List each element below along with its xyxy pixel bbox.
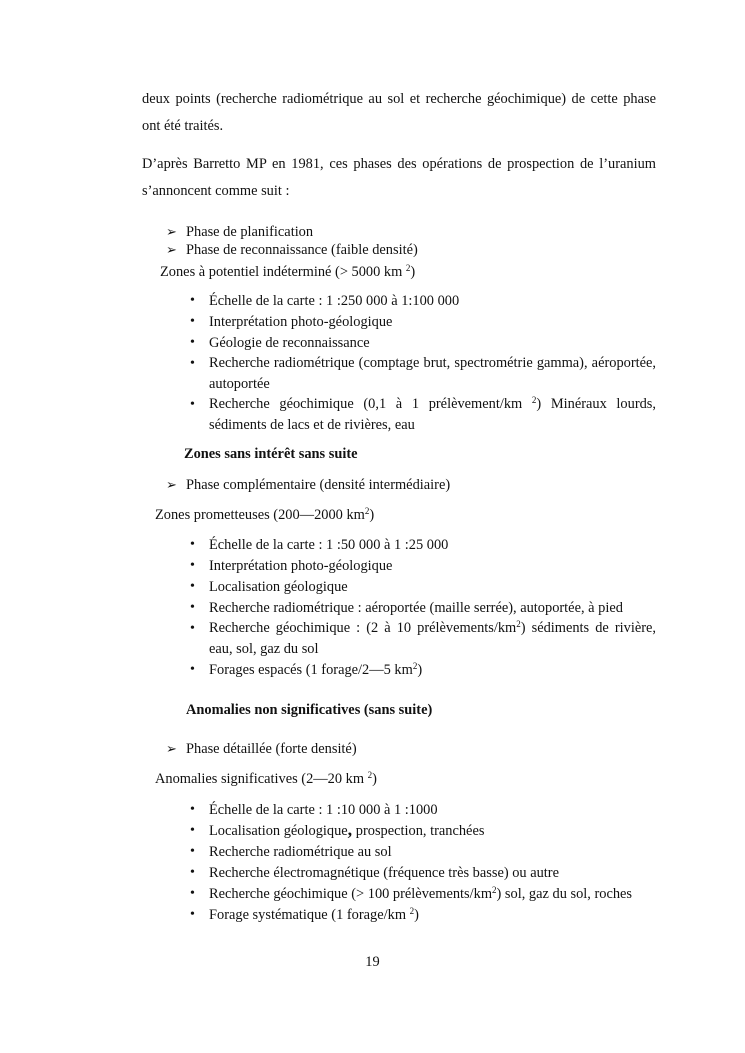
list-item: Recherche radiométrique (comptage brut, spectrométrie gamma), aéroportée, autoportée [209,355,656,392]
list-item: Géologie de reconnaissance [209,335,370,351]
list-item: Localisation géologique, prospection, tranchées [209,819,485,839]
zone-significatives: Anomalies significatives (2—20 km $^2$) [155,770,377,787]
zone-indetermine: Zones à potentiel indéterminé (> 5000 km $^2$) [160,263,416,280]
bullet-icon: • [190,579,195,594]
bullet-icon: • [190,907,195,922]
arrow-icon: ➢ [166,741,177,756]
bullet-icon: • [190,314,195,329]
list-item: Forage systématique (1 forage/km $^2$) [209,906,419,923]
list-item: Recherche radiométrique : aéroportée (maille serrée), autoportée, à pied [209,600,623,616]
bullet-icon: • [190,802,195,817]
bullet-icon: • [190,293,195,308]
bullet-icon: • [190,537,195,552]
phase-planning: Phase de planification [186,224,314,240]
phase-detaillee: Phase détaillée (forte densité) [186,741,357,757]
list-item: Recherche radiométrique au sol [209,844,392,860]
paragraph-intro: deux points (recherche radiométrique au sol et recherche géochimique) de cette phase ont été traités. [142,91,656,134]
bullet-icon: • [190,558,195,573]
list-item: Interprétation photo-géologique [209,558,393,574]
list-item: Recherche électromagnétique (fréquence très basse) ou autre [209,865,559,881]
list-item: Recherche géochimique (> 100 prélèvements/$km^2$) sol, gaz du sol, roches [209,885,633,902]
bullet-icon: • [190,335,195,350]
phase-reconnaissance: Phase de reconnaissance (faible densité) [186,242,418,258]
bullet-icon: • [190,356,195,371]
bullet-icon: • [190,844,195,859]
bullet-icon: • [190,621,195,636]
arrow-icon: ➢ [166,224,177,239]
bullet-icon: • [190,662,195,677]
bullet-icon: • [190,865,195,880]
arrow-icon: ➢ [166,477,177,492]
list-item: Échelle de la carte : 1 :50 000 à 1 :25 000 [209,537,449,553]
bullet-icon: • [190,397,195,412]
list-item: Recherche géochimique : (2 à 10 prélèvements/$km^2$) sédiments de rivière, eau, sol, gaz du sol [209,619,656,657]
bullet-icon: • [190,823,195,838]
list-item: Localisation géologique [209,579,348,595]
result-no-interest: Zones sans intérêt sans suite [184,446,358,462]
arrow-icon: ➢ [166,242,177,257]
zone-prometteuses: Zones prometteuses (200—2000 $km^2$) [155,506,375,523]
list-item: Recherche géochimique (0,1 à 1 prélèvement/km $^2$) Minéraux lourds, sédiments de lacs et de rivières, eau [209,395,657,433]
list-item: Forages espacés (1 forage/2—5 $km^2$) [209,661,423,678]
phase-complementaire: Phase complémentaire (densité intermédiaire) [186,477,451,493]
list-item: Échelle de la carte : 1 :10 000 à 1 :1000 [209,802,438,818]
bullet-icon: • [190,600,195,615]
page-number: 19 [365,954,380,970]
bullet-icon: • [190,886,195,901]
paragraph-barretto: D’après Barretto MP en 1981, ces phases des opérations de prospection de l’uranium s’annoncent comme suit : [142,156,656,199]
result-non-significant: Anomalies non significatives (sans suite) [186,702,433,718]
list-item: Interprétation photo-géologique [209,314,393,330]
list-item: Échelle de la carte : 1 :250 000 à 1:100 000 [209,293,460,309]
